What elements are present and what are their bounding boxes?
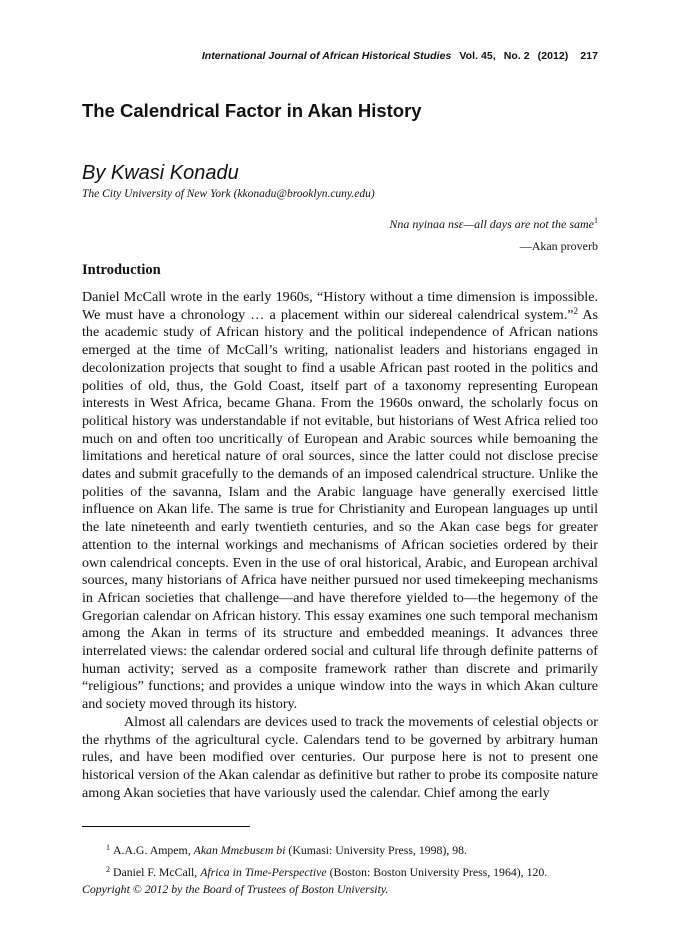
volume: Vol. 45, <box>459 50 496 62</box>
footnote-text: A.A.G. Ampem, <box>113 843 194 857</box>
page-number: 217 <box>580 50 598 62</box>
article-title: The Calendrical Factor in Akan History <box>82 100 422 121</box>
copyright-notice: Copyright © 2012 by the Board of Trustees of Boston University. <box>82 882 389 896</box>
paragraph-text: As the academic study of African history and the political independence of African nations emerged at the time of McCall’s writing, nationalist leaders and historians engaged in decolonization projects that sought to find a usable African past rooted in the politics and polities of old, thus, the Gold Coast, itself part of a taxonomy representing European interests in West Africa, became Ghana. From the 1960s onward, the scholarly focus on political history was understandable if not evitable, but historians of West Africa relied too much on and often too uncritically of European and Arabic sources while bemoaning the limitations and heretical nature of oral sources, since the latter could not disclose precise dates and submit gracefully to the demands of an imposed calendrical structure. Unlike the polities of the savanna, Islam and the Arabic language have generally exercised little influence on Akan life. The same is true for Christianity and European languages up until the late nineteenth and early twentieth centuries, and so the Akan case begs for greater attention to the internal workings and mechanisms of African societies ordered by their own calendrical concepts. Even in the use of oral historical, Arabic, and European archival sources, many historians of Africa have neither pursued nor used timekeeping mechanisms in African societies that challenge—and have therefore yielded to—the hegemony of the Gregorian calendar on African history. This essay examines one such temporal mechanism among the Akan in terms of its structure and embedded meanings. It advances three interrelated views: the calendar ordered social and cultural life through definite patterns of human activity; served as a composite framework rather than discrete and primarily “religious” functions; and provides a unique window into the ways in which Akan culture and society moved through its history. <box>82 306 598 713</box>
footnote-book-title: Akan Mmɛbusɛm bi <box>193 843 286 857</box>
epigraph-quote-line <box>82 210 598 235</box>
footnotes <box>82 838 598 882</box>
footnote-number: 1 <box>106 843 110 852</box>
paragraph-text: Daniel McCall wrote in the early 1960s, “History without a time dimension is impossible. We must have a chronology … a placement within our sidereal calendrical system.” <box>82 289 598 323</box>
footnote-text: Daniel F. McCall, <box>113 865 201 879</box>
paragraph <box>82 289 598 714</box>
epigraph-attribution: —Akan proverb <box>519 239 598 253</box>
author-byline: By Kwasi Konadu <box>82 162 239 184</box>
issue: No. 2 <box>503 50 530 62</box>
footnote-text: (Kumasi: University Press, 1998), 98. <box>285 843 468 857</box>
footnote-ref-1[interactable]: 1 <box>594 216 598 225</box>
journal-name: International Journal of African Historical Studies <box>201 50 452 62</box>
year: (2012) <box>537 50 569 62</box>
footnote-book-title: Africa in Time-Perspective <box>200 865 327 879</box>
body-text <box>82 289 598 802</box>
footnote-number: 2 <box>106 865 110 874</box>
footnote-text: (Boston: Boston University Press, 1964), 120. <box>326 865 548 879</box>
footnote-divider <box>82 826 250 827</box>
footnote-1 <box>82 838 598 860</box>
running-head <box>82 50 598 62</box>
epigraph-quote: Nna nyinaa nsɛ—all days are not the same <box>389 217 594 231</box>
paragraph: Almost all calendars are devices used to track the movements of celestial objects or the rhythms of the agricultural cycle. Calendars tend to be governed by arbitrary human rules, and have been modified over centuries. Our purpose here is not to present one historical version of the Akan calendar as definitive but rather to probe its composite nature among Akan societies that have variously used the calendar. Chief among the early <box>82 713 598 801</box>
footnote-ref-2[interactable]: 2 <box>573 305 579 316</box>
footnote-2 <box>82 860 598 882</box>
section-heading: Introduction <box>82 262 161 278</box>
author-affiliation: The City University of New York (kkonadu@brooklyn.cuny.edu) <box>82 188 375 200</box>
epigraph <box>82 210 598 257</box>
